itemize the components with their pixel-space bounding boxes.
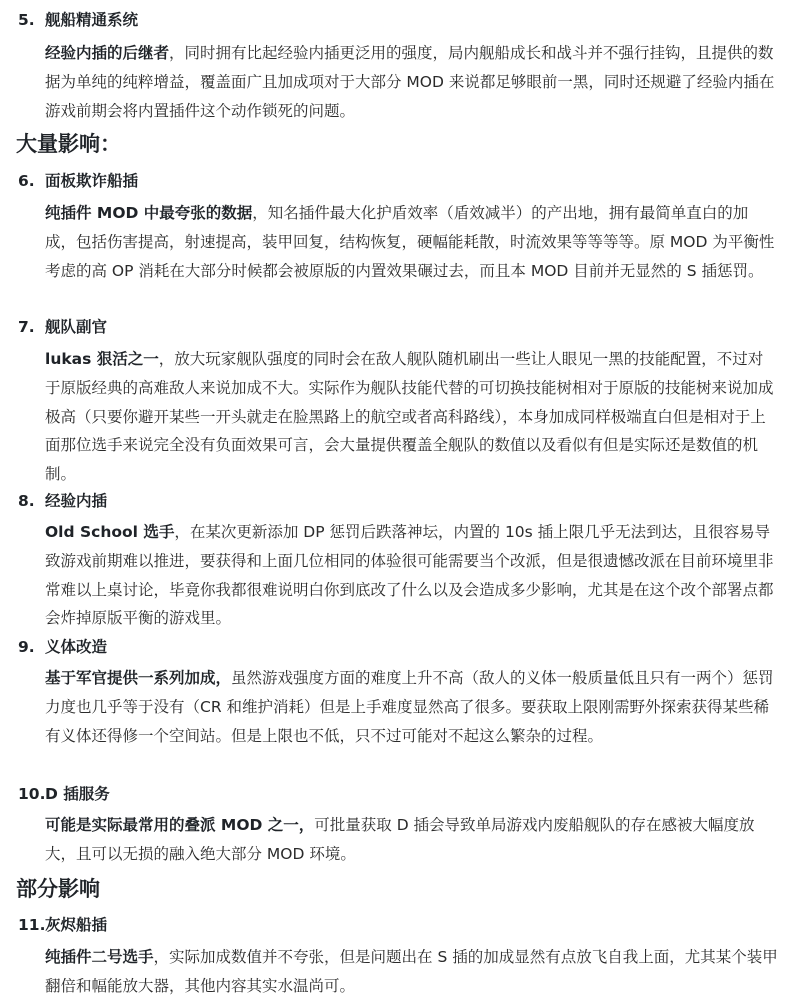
item-lead: 基于军官提供一系列加成， — [45, 669, 232, 687]
item-lead: 纯插件 MOD 中最夸张的数据 — [45, 204, 253, 222]
section-heading-partial: 部分影响 — [16, 877, 100, 901]
item-number: 10. — [18, 785, 46, 803]
item-body — [45, 811, 778, 869]
item-number: 7. — [18, 318, 35, 336]
item-number: 11. — [18, 916, 46, 934]
item-title — [18, 636, 107, 658]
item-lead: 纯插件二号选手 — [45, 948, 154, 966]
item-title — [18, 9, 138, 31]
item-title-text: D 插服务 — [45, 785, 110, 803]
item-text: ，放大玩家舰队强度的同时会在敌人舰队随机刷出一些让人眼见一黑的技能配置，不过对于原版经典的高难敌人来说加成不大。实际作为舰队技能代替的可切换技能树相对于原版的技能树来说加成极高（只要你避开某些一开头就走在脸黑路上的航空或者高科路线），本身加成同样极端直白但是相对于上面那位选手来说完全没有负面效果可言，会大量提供覆盖全舰队的数值以及看似有但是实际还是数值的机制。 — [45, 350, 774, 484]
item-body — [45, 943, 778, 1001]
item-number: 5. — [18, 11, 35, 29]
item-number: 6. — [18, 172, 35, 190]
item-title — [18, 783, 110, 805]
item-text: ，同时拥有比起经验内插更泛用的强度，局内舰船成长和战斗并不强行挂钩，且提供的数据为单纯的纯粹增益，覆盖面广且加成项对于大部分 MOD 来说都足够眼前一黑，同时还规避了经验内插在游戏前期会将内置插件这个动作锁死的问题。 — [45, 44, 775, 120]
item-number: 9. — [18, 638, 35, 656]
item-text: ，在某次更新添加 DP 惩罚后跌落神坛，内置的 10s 插上限几乎无法到达，且很容易导致游戏前期难以推进，要获得和上面几位相同的体验很可能需要当个改派，但是很遗憾改派在目前环境里非常难以上桌讨论，毕竟你我都很难说明白你到底改了什么以及会造成多少影响，尤其是在这个改个部署点都会炸掉原版平衡的游戏里。 — [45, 523, 774, 628]
section-heading-major: 大量影响： — [16, 132, 121, 156]
item-lead: 可能是实际最常用的叠派 MOD 之一， — [45, 816, 315, 834]
item-title-text: 面板欺诈船插 — [45, 172, 139, 190]
item-lead: Old School 选手 — [45, 523, 175, 541]
item-text: ，知名插件最大化护盾效率（盾效减半）的产出地，拥有最简单直白的加成，包括伤害提高，射速提高，装甲回复，结构恢复，硬幅能耗散，时流效果等等等等。原 MOD 为平衡性考虑的高 OP 消耗在大部分时候都会被原版的内置效果碾过去，而且本 MOD 目前并无显然的 S 插惩罚。 — [45, 204, 775, 280]
item-text: 虽然游戏强度方面的难度上升不高（敌人的义体一般质量低且只有一两个）惩罚力度也几乎等于没有（CR 和维护消耗）但是上手难度显然高了很多。要获取上限刚需野外探索获得某些稀有义体还得修一个空间站。但是上限也不低，只不过可能对不起这么繁杂的过程。 — [45, 669, 774, 745]
item-text: 可批量获取 D 插会导致单局游戏内废船舰队的存在感被大幅度放大，且可以无损的融入绝大部分 MOD 环境。 — [45, 816, 755, 863]
item-title — [18, 914, 107, 936]
item-body — [45, 199, 778, 285]
item-title-text: 义体改造 — [45, 638, 108, 656]
item-title-text: 舰队副官 — [45, 318, 108, 336]
item-body — [45, 664, 778, 750]
item-lead: 经验内插的后继者 — [45, 44, 170, 62]
item-title — [18, 170, 138, 192]
item-number: 8. — [18, 492, 35, 510]
item-body — [45, 345, 778, 489]
item-text: ，实际加成数值并不夸张，但是问题出在 S 插的加成显然有点放飞自我上面，尤其某个装甲翻倍和幅能放大器，其他内容其实水温尚可。 — [45, 948, 778, 995]
item-title-text: 灰烬船插 — [45, 916, 108, 934]
item-body — [45, 39, 778, 125]
item-title — [18, 490, 107, 512]
item-title — [18, 316, 107, 338]
item-body — [45, 518, 778, 633]
item-title-text: 舰船精通系统 — [45, 11, 139, 29]
item-lead: lukas 狠活之一 — [45, 350, 159, 368]
item-title-text: 经验内插 — [45, 492, 108, 510]
